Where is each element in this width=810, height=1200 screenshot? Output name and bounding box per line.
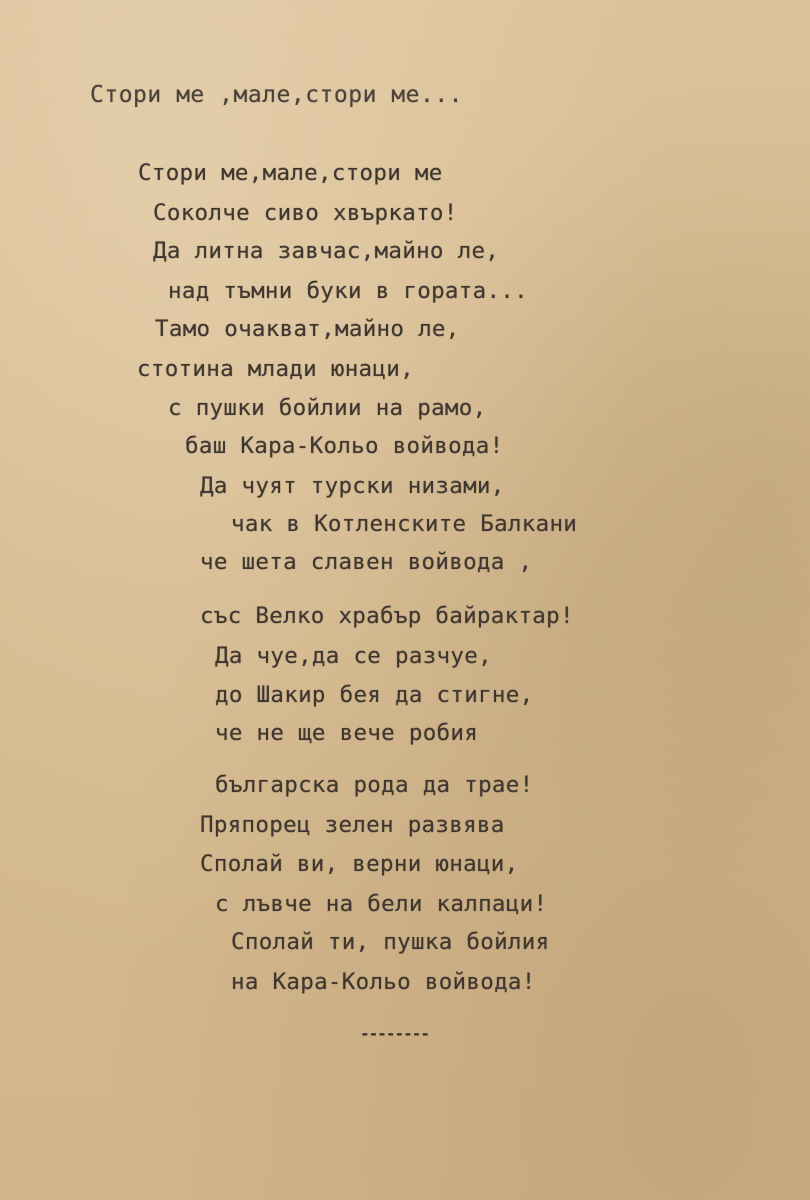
end-mark-dashes: -------- — [360, 1024, 430, 1043]
poem-line: Да литна завчас,майно ле, — [153, 238, 500, 264]
poem-line: Соколче сиво хвъркато! — [153, 200, 458, 226]
poem-line: че не ще вече робия — [215, 720, 479, 746]
poem-line: Сполай ти, пушка бойлия — [231, 929, 550, 955]
poem-title: Стори ме ,мале,стори ме... — [90, 82, 464, 108]
poem-line: Да чуят турски низами, — [200, 473, 505, 499]
poem-line: на Кара-Кольо войвода! — [231, 969, 536, 995]
poem-line: Да чуе,да се разчуе, — [215, 643, 492, 669]
poem-line: до Шакир бея да стигне, — [215, 682, 534, 708]
poem-line: над тъмни буки в гората... — [168, 278, 528, 304]
poem-line: баш Кара-Кольо войвода! — [185, 433, 504, 459]
poem-line: българска рода да трае! — [215, 772, 534, 798]
poem-line: Сполай ви, верни юнаци, — [200, 851, 519, 877]
poem-line: че шета славен войвода , — [200, 549, 533, 575]
poem-line: чак в Котленските Балкани — [231, 511, 578, 537]
poem-line: Пряпорец зелен развява — [200, 812, 505, 838]
poem-line: с лъвче на бели калпаци! — [215, 891, 548, 917]
poem-line: със Велко храбър байрактар! — [200, 603, 574, 629]
poem-line: Тамо очакват,майно ле, — [155, 316, 460, 342]
poem-line: с пушки бойлии на рамо, — [168, 395, 487, 421]
poem-line: стотина млади юнаци, — [137, 356, 414, 382]
poem-line: Стори ме,мале,стори ме — [138, 160, 443, 186]
